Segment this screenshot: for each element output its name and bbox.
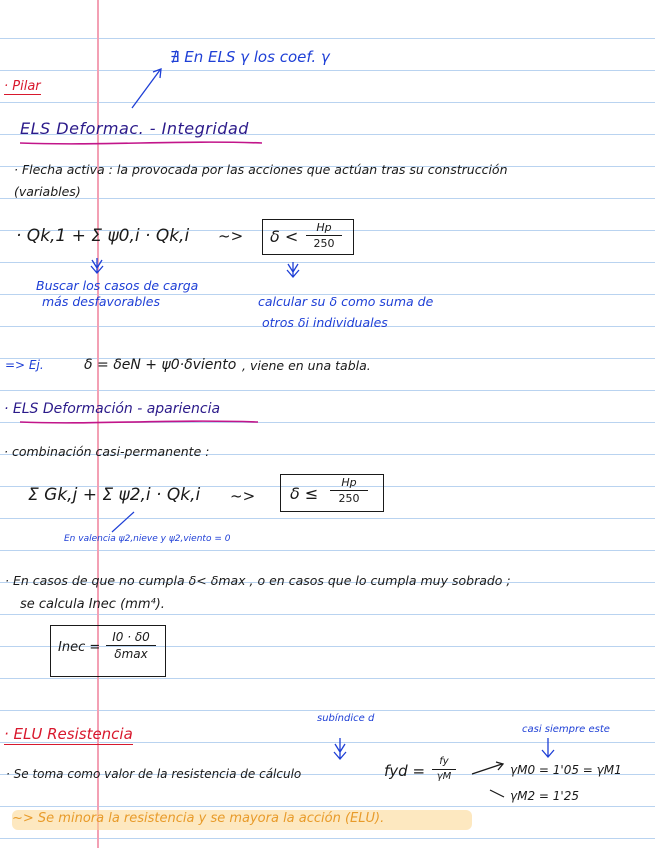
inec-den: δmax (114, 647, 148, 662)
ej-prefix: => Ej. (5, 358, 44, 372)
cond1-lhs: δ < (270, 227, 299, 246)
fyd-lhs: fyd = (384, 762, 426, 780)
fyd-num: fy (439, 756, 449, 767)
se-toma-line: · Se toma como valor de la resistencia de cálculo (6, 767, 302, 781)
flecha-line2: (variables) (14, 184, 81, 199)
section1-underline (20, 142, 262, 144)
casi-note: casi siempre este (522, 724, 610, 735)
casos-line1: · En casos de que no cumpla δ< δmax , o en casos que lo cumpla muy sobrado ; (5, 573, 511, 588)
formula-1: · Qk,1 + Σ ψ0,i · Qk,i (16, 226, 190, 246)
arrow-to-gm2-icon (490, 790, 504, 797)
cond2-num: Hp (341, 476, 357, 489)
note-left-1: Buscar los casos de carga (36, 278, 199, 293)
ej-formula: δ = δeN + ψ0·δviento (84, 357, 237, 373)
combinacion-label: · combinación casi-permanente : (4, 444, 210, 459)
inec-lhs: Inec = (58, 640, 101, 655)
arrow-1: ~> (218, 227, 244, 245)
down-arrow-icon (91, 258, 103, 273)
cond2-den: 250 (338, 492, 360, 506)
note-left-2: más desfavorables (42, 294, 160, 309)
arrow-to-gm0-icon (472, 764, 502, 774)
section3-title: · ELU Resistencia (4, 725, 133, 743)
gamma-m0: γM0 = 1'05 = γM1 (510, 763, 622, 777)
section2-title: · ELS Deformación - apariencia (4, 401, 221, 417)
down-arrow-icon (287, 262, 299, 277)
arrow-2: ~> (230, 487, 256, 505)
note-right-1: calcular su δ como suma de (258, 294, 434, 309)
subindice-note: subíndice d (317, 713, 375, 724)
inec-num: I0 · δ0 (112, 630, 150, 644)
down-arrow-icon (542, 738, 554, 757)
casos-line2: se calcula Inec (mm⁴). (20, 597, 165, 612)
section1-title: ELS Deformac. - Integridad (20, 119, 249, 138)
formula-2: Σ Gk,j + Σ ψ2,i · Qk,i (28, 485, 201, 505)
down-arrow-icon (334, 738, 346, 759)
valencia-arrow-icon (112, 512, 134, 532)
note-right-2: otros δi individuales (262, 315, 388, 330)
ej-suffix: , viene en una tabla. (242, 358, 371, 373)
cond1-num: Hp (316, 221, 332, 234)
gamma-m2: γM2 = 1'25 (510, 789, 579, 803)
top-arrow-icon (132, 70, 160, 108)
section2-underline (20, 421, 258, 423)
valencia-note: En valencia ψ2,nieve y ψ2,viento = 0 (64, 534, 231, 544)
top-note: ∄ En ELS γ los coef. γ (170, 48, 330, 66)
flecha-line1: · Flecha activa : la provocada por las acciones que actúan tras su construcción (14, 162, 508, 177)
cond2-lhs: δ ≤ (290, 484, 319, 503)
pilar-label: · Pilar (4, 79, 41, 94)
minora-line: ~> Se minora la resistencia y se mayora la acción (ELU). (12, 811, 385, 826)
cond1-den: 250 (313, 237, 335, 251)
fyd-den: γM (436, 771, 452, 783)
